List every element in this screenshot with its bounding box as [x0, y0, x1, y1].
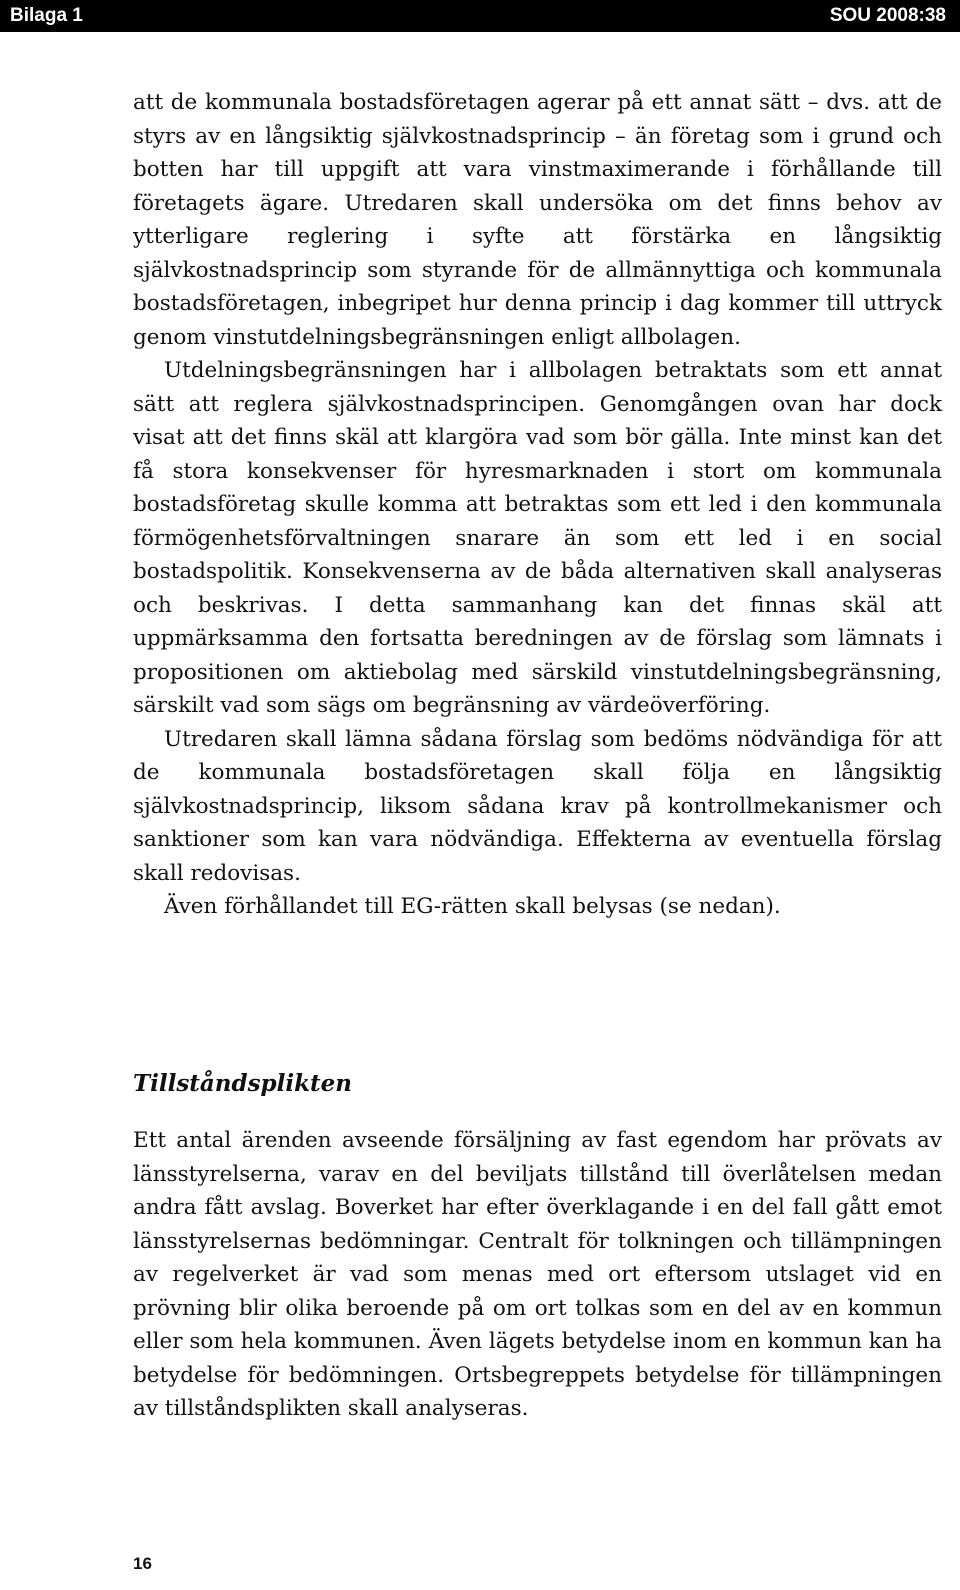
- section-heading: Tillståndsplikten: [133, 1070, 353, 1097]
- body-text: [133, 86, 942, 924]
- paragraph-4: Även förhållandet till EG-rätten skall belysas (se nedan).: [164, 894, 781, 919]
- paragraph-1: att de kommunala bostadsföretagen agerar på ett annat sätt – dvs. att de styrs av en långsiktig självkostnadsprincip – än företag som i grund och botten har till uppgift att vara vinstmaximerande i förhållande till företagets ägare. Utredaren skall undersöka om det finns behov av ytterligare reglering i syfte att förstärka en långsiktig självkostnadsprincip som styrande för de allmännyttiga och kommunala bostadsföretagen, inbegripet hur denna princip i dag kommer till uttryck genom vinstutdelningsbegränsningen enligt allbolagen.: [133, 90, 942, 350]
- paragraph-2: Utdelningsbegränsningen har i allbolagen betraktats som ett annat sätt att reglera självkostnadsprincipen. Genomgången ovan har dock visat att det finns skäl att klargöra vad som bör gälla. Inte minst kan det få stora konsekvenser för hyresmarknaden i stort om kommunala bostadsföretag skulle komma att betraktas som ett led i den kommunala förmögenhetsförvaltningen snarare än som ett led i en social bostadspolitik. Konsekvenserna av de båda alternativen skall analyseras och beskrivas. I detta sammanhang kan det finnas skäl att uppmärksamma den fortsatta beredningen av de förslag som lämnats i propositionen om aktiebolag med särskild vinstutdelningsbegränsning, särskilt vad som sägs om begränsning av värdeöverföring.: [133, 358, 942, 718]
- page-number: 16: [133, 1554, 152, 1573]
- paragraph-3: Utredaren skall lämna sådana förslag som bedöms nödvändiga för att de kommunala bostadsföretagen skall följa en långsiktig självkostnadsprincip, liksom sådana krav på kontrollmekanismer och sanktioner som kan vara nödvändiga. Effekterna av eventuella förslag skall redovisas.: [133, 726, 942, 886]
- report-reference: SOU 2008:38: [829, 5, 946, 26]
- running-header: [0, 0, 960, 32]
- section-body: [133, 1124, 942, 1426]
- section-paragraph: Ett antal ärenden avseende försäljning av fast egendom har prövats av länsstyrelserna, varav en del beviljats tillstånd till överlåtelsen medan andra fått avslag. Boverket har efter överklagande i en del fall gått emot länsstyrelsernas bedömningar. Centralt för tolkningen och tillämpningen av regelverket är vad som menas med ort eftersom utslaget vid en prövning blir olika beroende på om ort tolkas som en del av en kommun eller som hela kommunen. Även lägets betydelse inom en kommun kan ha betydelse för bedömningen. Ortsbegreppets betydelse för tillämpningen av tillståndsplikten skall analyseras.: [133, 1128, 942, 1421]
- appendix-label: Bilaga 1: [10, 5, 83, 26]
